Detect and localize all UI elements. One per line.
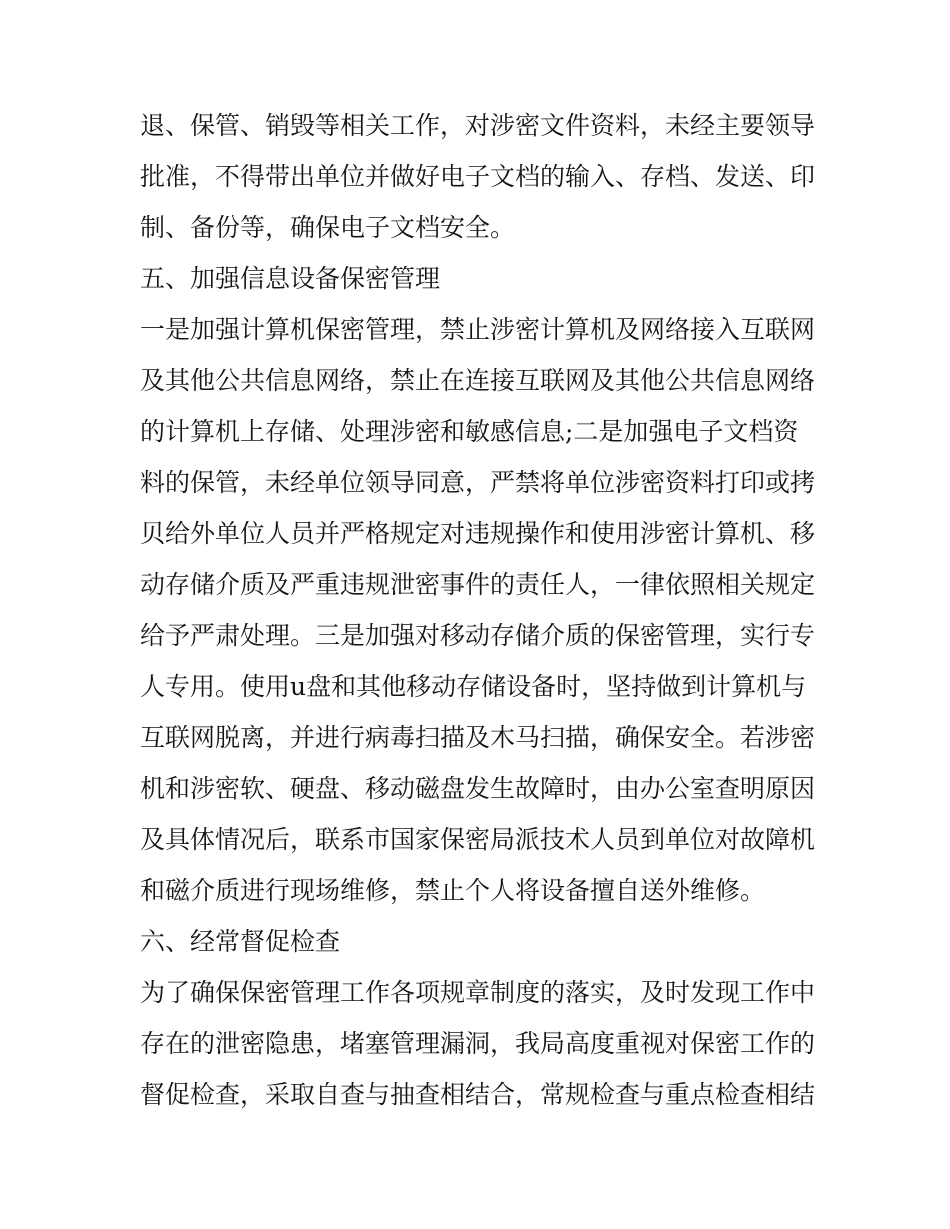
text-line-9: 贝给外单位人员并严格规定对违规操作和使用涉密计算机、移 bbox=[140, 519, 816, 548]
text-line-18: 为了确保保密管理工作各项规章制度的落实，及时发现工作中 bbox=[140, 978, 816, 1007]
text-line-13: 互联网脱离，并进行病毒扫描及木马扫描，确保安全。若涉密 bbox=[140, 723, 816, 752]
text-line-14: 机和涉密软、硬盘、移动磁盘发生故障时，由办公室查明原因 bbox=[140, 774, 816, 803]
text-line-2: 批准，不得带出单位并做好电子文档的输入、存档、发送、印 bbox=[140, 162, 816, 191]
text-line-11: 给予严肃处理。三是加强对移动存储介质的保密管理，实行专 bbox=[140, 621, 816, 650]
text-line-5: 一是加强计算机保密管理，禁止涉密计算机及网络接入互联网 bbox=[140, 315, 816, 344]
text-line-16: 和磁介质进行现场维修，禁止个人将设备擅自送外维修。 bbox=[140, 876, 766, 905]
text-line-19: 存在的泄密隐患，堵塞管理漏洞，我局高度重视对保密工作的 bbox=[140, 1029, 816, 1058]
text-line-6: 及其他公共信息网络，禁止在连接互联网及其他公共信息网络 bbox=[140, 366, 816, 395]
section-heading-6: 六、经常督促检查 bbox=[140, 927, 341, 956]
text-line-3: 制、备份等，确保电子文档安全。 bbox=[140, 213, 516, 242]
text-line-20: 督促检查，采取自查与抽查相结合，常规检查与重点检查相结 bbox=[140, 1080, 816, 1109]
text-line-1: 退、保管、销毁等相关工作，对涉密文件资料，未经主要领导 bbox=[140, 111, 816, 140]
text-line-8: 料的保管，未经单位领导同意，严禁将单位涉密资料打印或拷 bbox=[140, 468, 816, 497]
text-line-12: 人专用。使用u盘和其他移动存储设备时，坚持做到计算机与 bbox=[140, 672, 807, 701]
text-line-7: 的计算机上存储、处理涉密和敏感信息;二是加强电子文档资 bbox=[140, 417, 799, 446]
section-heading-5: 五、加强信息设备保密管理 bbox=[140, 264, 441, 293]
text-line-10: 动存储介质及严重违规泄密事件的责任人，一律依照相关规定 bbox=[140, 570, 816, 599]
text-line-15: 及具体情况后，联系市国家保密局派技术人员到单位对故障机 bbox=[140, 825, 816, 854]
